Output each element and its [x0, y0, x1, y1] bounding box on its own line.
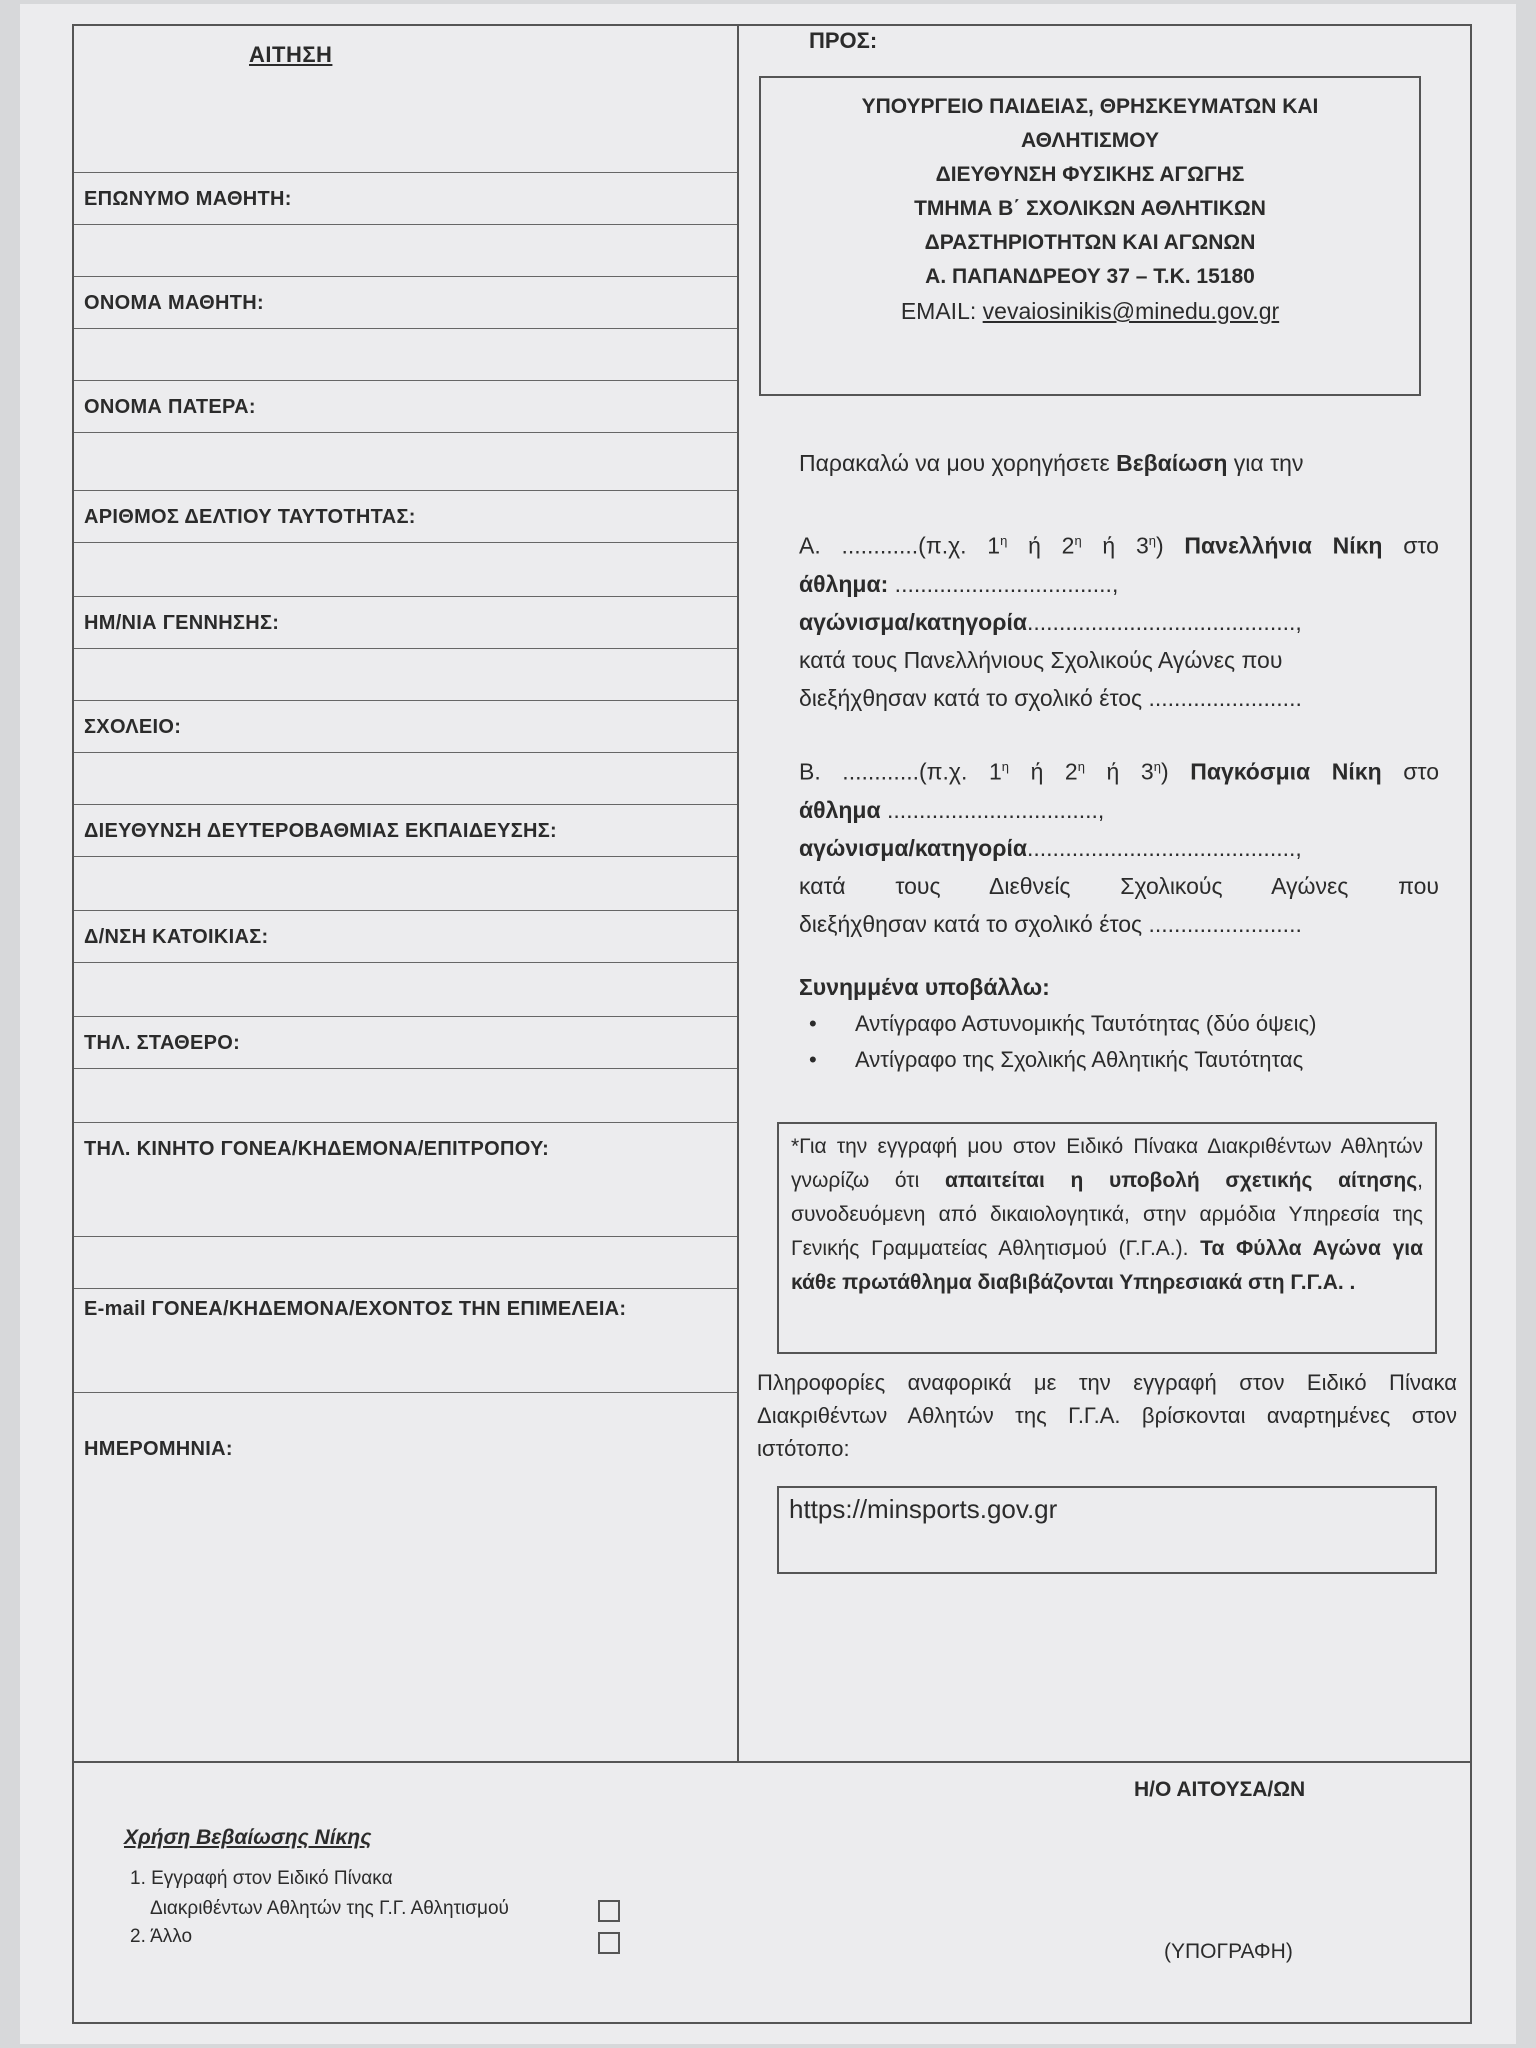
- field-label-birth-date: ΗΜ/ΝΙΑ ΓΕΝΝΗΣΗΣ:: [84, 612, 280, 634]
- attachment-item: • Αντίγραφο Αστυνομικής Ταυτότητας (δύο όψεις): [799, 1006, 1316, 1042]
- superscript: η: [1000, 533, 1008, 548]
- divider: [74, 596, 737, 597]
- section-b-line: [799, 791, 1439, 829]
- section-b-text: ): [1160, 758, 1191, 785]
- section-a-text: ή 2: [1007, 532, 1075, 559]
- address-line: ΑΘΛΗΤΙΣΜΟΥ: [1020, 129, 1160, 152]
- divider: [74, 224, 737, 225]
- sport-label: άθλημα:: [799, 570, 889, 597]
- attachments-title: Συνημμένα υποβάλλω:: [799, 974, 1050, 1000]
- section-a-line: [799, 603, 1439, 641]
- usage-option-1-line1: 1. Εγγραφή στον Ειδικό Πίνακα: [130, 1868, 393, 1889]
- superscript: η: [1001, 759, 1009, 774]
- application-form: [72, 24, 1472, 2024]
- request-text: για την: [1227, 450, 1304, 476]
- address-line: ΥΠΟΥΡΓΕΙΟ ΠΑΙΔΕΙΑΣ, ΘΡΗΣΚΕΥΜΑΤΩΝ ΚΑΙ: [861, 95, 1319, 118]
- sport-blank: ..................................,: [888, 570, 1119, 597]
- field-label-date: ΗΜΕΡΟΜΗΝΙΑ:: [84, 1438, 233, 1460]
- address-line: ΤΜΗΜΑ Β΄ ΣΧΟΛΙΚΩΝ ΑΘΛΗΤΙΚΩΝ: [914, 197, 1266, 220]
- divider: [74, 804, 737, 805]
- section-b-line: [799, 748, 1439, 791]
- field-label-home-address: Δ/ΝΣΗ ΚΑΤΟΙΚΙΑΣ:: [84, 926, 269, 948]
- divider: [74, 172, 737, 173]
- divider: [74, 1068, 737, 1069]
- section-a-text: στο: [1382, 532, 1439, 559]
- section-a-title: Πανελλήνια Νίκη: [1184, 532, 1383, 559]
- divider: [74, 1122, 737, 1123]
- usage-option-2: 2. Άλλο: [130, 1926, 193, 1947]
- applicant-signer-label: Η/Ο ΑΙΤΟΥΣΑ/ΩΝ: [1134, 1778, 1306, 1801]
- email-label: EMAIL:: [900, 298, 983, 324]
- request-intro: [799, 444, 1439, 482]
- superscript: η: [1074, 533, 1082, 548]
- note-bold: απαιτείται η υποβολή σχετικής αίτησης: [944, 1169, 1418, 1192]
- section-b-line: κατά τους Διεθνείς Σχολικούς Αγώνες που: [799, 872, 1439, 899]
- event-label: αγώνισμα/κατηγορία: [799, 608, 1027, 635]
- field-label-first-name: ΟΝΟΜΑ ΜΑΘΗΤΗ:: [84, 292, 265, 314]
- usage-option-1-line2: Διακριθέντων Αθλητών της Γ.Γ. Αθλητισμού: [150, 1898, 509, 1919]
- divider: [74, 380, 737, 381]
- divider: [74, 856, 737, 857]
- section-a-line: κατά τους Πανελλήνιους Σχολικούς Αγώνες που: [799, 646, 1283, 673]
- section-a-text: Α. ............(π.χ. 1: [799, 532, 1001, 559]
- signature-label: (ΥΠΟΓΡΑΦΗ): [1164, 1940, 1293, 1963]
- request-bold: Βεβαίωση: [1116, 450, 1228, 476]
- event-label: αγώνισμα/κατηγορία: [799, 834, 1027, 861]
- divider: [74, 432, 737, 433]
- section-a: [799, 522, 1439, 717]
- usage-option-2-checkbox[interactable]: [598, 1932, 620, 1954]
- divider: [74, 276, 737, 277]
- event-blank: ..........................................,: [1027, 608, 1302, 635]
- field-label-education-directorate: ΔΙΕΥΘΥΝΣΗ ΔΕΥΤΕΡΟΒΑΘΜΙΑΣ ΕΚΠΑΙΔΕΥΣΗΣ:: [84, 820, 558, 842]
- sport-label: άθλημα: [799, 796, 881, 823]
- form-sheet: [20, 4, 1516, 2044]
- divider: [74, 1392, 737, 1393]
- field-label-landline-phone: ΤΗΛ. ΣΤΑΘΕΡΟ:: [84, 1032, 241, 1054]
- applicant-details-column: [74, 26, 739, 1761]
- event-blank: ..........................................,: [1027, 834, 1302, 861]
- info-text: Πληροφορίες αναφορικά με την εγγραφή στον Ειδικό Πίνακα Διακριθέντων Αθλητών της Γ.Γ.Α. βρίσκονται αναρτημένες στον ιστότοπο:: [757, 1370, 1457, 1461]
- section-b-text: Β. ............(π.χ. 1: [799, 758, 1002, 785]
- website-url-box: [777, 1486, 1437, 1574]
- registration-note-box: [777, 1122, 1437, 1354]
- usage-title: Χρήση Βεβαίωσης Νίκης: [124, 1826, 372, 1849]
- section-b-text: ή 2: [1008, 758, 1078, 785]
- attachments-list: [799, 1006, 1316, 1078]
- section-b-title: Παγκόσμια Νίκη: [1190, 758, 1382, 785]
- field-label-id-number: ΑΡΙΘΜΟΣ ΔΕΛΤΙΟΥ ΤΑΥΤΟΤΗΤΑΣ:: [84, 506, 416, 528]
- divider: [74, 542, 737, 543]
- request-column: [739, 26, 1470, 1761]
- note-text: *Για την εγγραφή μου στον Ειδικό Πίνακα Διακριθέντων Αθλητών γνωρίζω ότι: [791, 1135, 1423, 1192]
- address-line: ΔΙΕΥΘΥΝΣΗ ΦΥΣΙΚΗΣ ΑΓΩΓΗΣ: [935, 163, 1245, 186]
- divider: [74, 1016, 737, 1017]
- sport-blank: .................................,: [880, 796, 1105, 823]
- divider: [74, 752, 737, 753]
- divider: [74, 700, 737, 701]
- usage-option-1-checkbox[interactable]: [598, 1900, 620, 1922]
- section-b-line: [799, 829, 1439, 867]
- divider: [74, 1236, 737, 1237]
- email-link[interactable]: vevaiosinikis@minedu.gov.gr: [982, 298, 1280, 324]
- form-title: ΑΙΤΗΣΗ: [249, 42, 333, 67]
- section-a-line: [799, 565, 1439, 603]
- divider: [74, 328, 737, 329]
- address-line: ΔΡΑΣΤΗΡΙΟΤΗΤΩΝ ΚΑΙ ΑΓΩΝΩΝ: [924, 231, 1256, 254]
- email-line: [761, 294, 1419, 328]
- section-b-text: στο: [1381, 758, 1439, 785]
- field-label-guardian-mobile: ΤΗΛ. ΚΙΝΗΤΟ ΓΟΝΕΑ/ΚΗΔΕΜΟΝΑ/ΕΠΙΤΡΟΠΟΥ:: [84, 1138, 550, 1160]
- section-a-text: ): [1156, 532, 1185, 559]
- note-bold: Τα Φύλλα Αγώνα για κάθε πρωτάθλημα διαβιβάζονται Υπηρεσιακά στη Γ.Γ.Α. .: [791, 1237, 1423, 1294]
- recipient-label: ΠΡΟΣ:: [809, 28, 878, 53]
- divider: [74, 648, 737, 649]
- field-label-school: ΣΧΟΛΕΙΟ:: [84, 716, 182, 738]
- section-b: [799, 748, 1439, 943]
- section-b-line: διεξήχθησαν κατά το σχολικό έτος ........................: [799, 910, 1302, 937]
- section-a-text: ή 3: [1081, 532, 1149, 559]
- field-label-father-name: ΟΝΟΜΑ ΠΑΤΕΡΑ:: [84, 396, 256, 418]
- section-a-line: διεξήχθησαν κατά το σχολικό έτος ........................: [799, 684, 1302, 711]
- field-label-guardian-email: E-mail ΓΟΝΕΑ/ΚΗΔΕΜΟΝΑ/ΕΧΟΝΤΟΣ ΤΗΝ ΕΠΙΜΕΛΕΙΑ:: [84, 1298, 627, 1320]
- superscript: η: [1148, 533, 1156, 548]
- superscript: η: [1077, 759, 1085, 774]
- section-a-line: [799, 522, 1439, 565]
- attachment-item: • Αντίγραφο της Σχολικής Αθλητικής Ταυτότητας: [799, 1042, 1316, 1078]
- section-b-text: ή 3: [1084, 758, 1154, 785]
- divider: [74, 490, 737, 491]
- divider: [74, 962, 737, 963]
- field-label-surname: ΕΠΩΝΥΜΟ ΜΑΘΗΤΗ:: [84, 188, 292, 210]
- request-text: Παρακαλώ να μου χορηγήσετε: [799, 450, 1117, 476]
- note-text: , συνοδευόμενη από δικαιολογητικά, στην αρμόδια Υπηρεσία της Γενικής Γραμματείας Αθλητισμού (Γ.Γ.Α.).: [791, 1169, 1423, 1260]
- superscript: η: [1153, 759, 1161, 774]
- divider: [74, 1761, 1470, 1763]
- address-line: Α. ΠΑΠΑΝΔΡΕΟΥ 37 – Τ.Κ. 15180: [925, 265, 1255, 288]
- website-url[interactable]: https://minsports.gov.gr: [789, 1494, 1058, 1524]
- divider: [74, 1288, 737, 1289]
- recipient-address-box: [759, 76, 1421, 396]
- divider: [74, 910, 737, 911]
